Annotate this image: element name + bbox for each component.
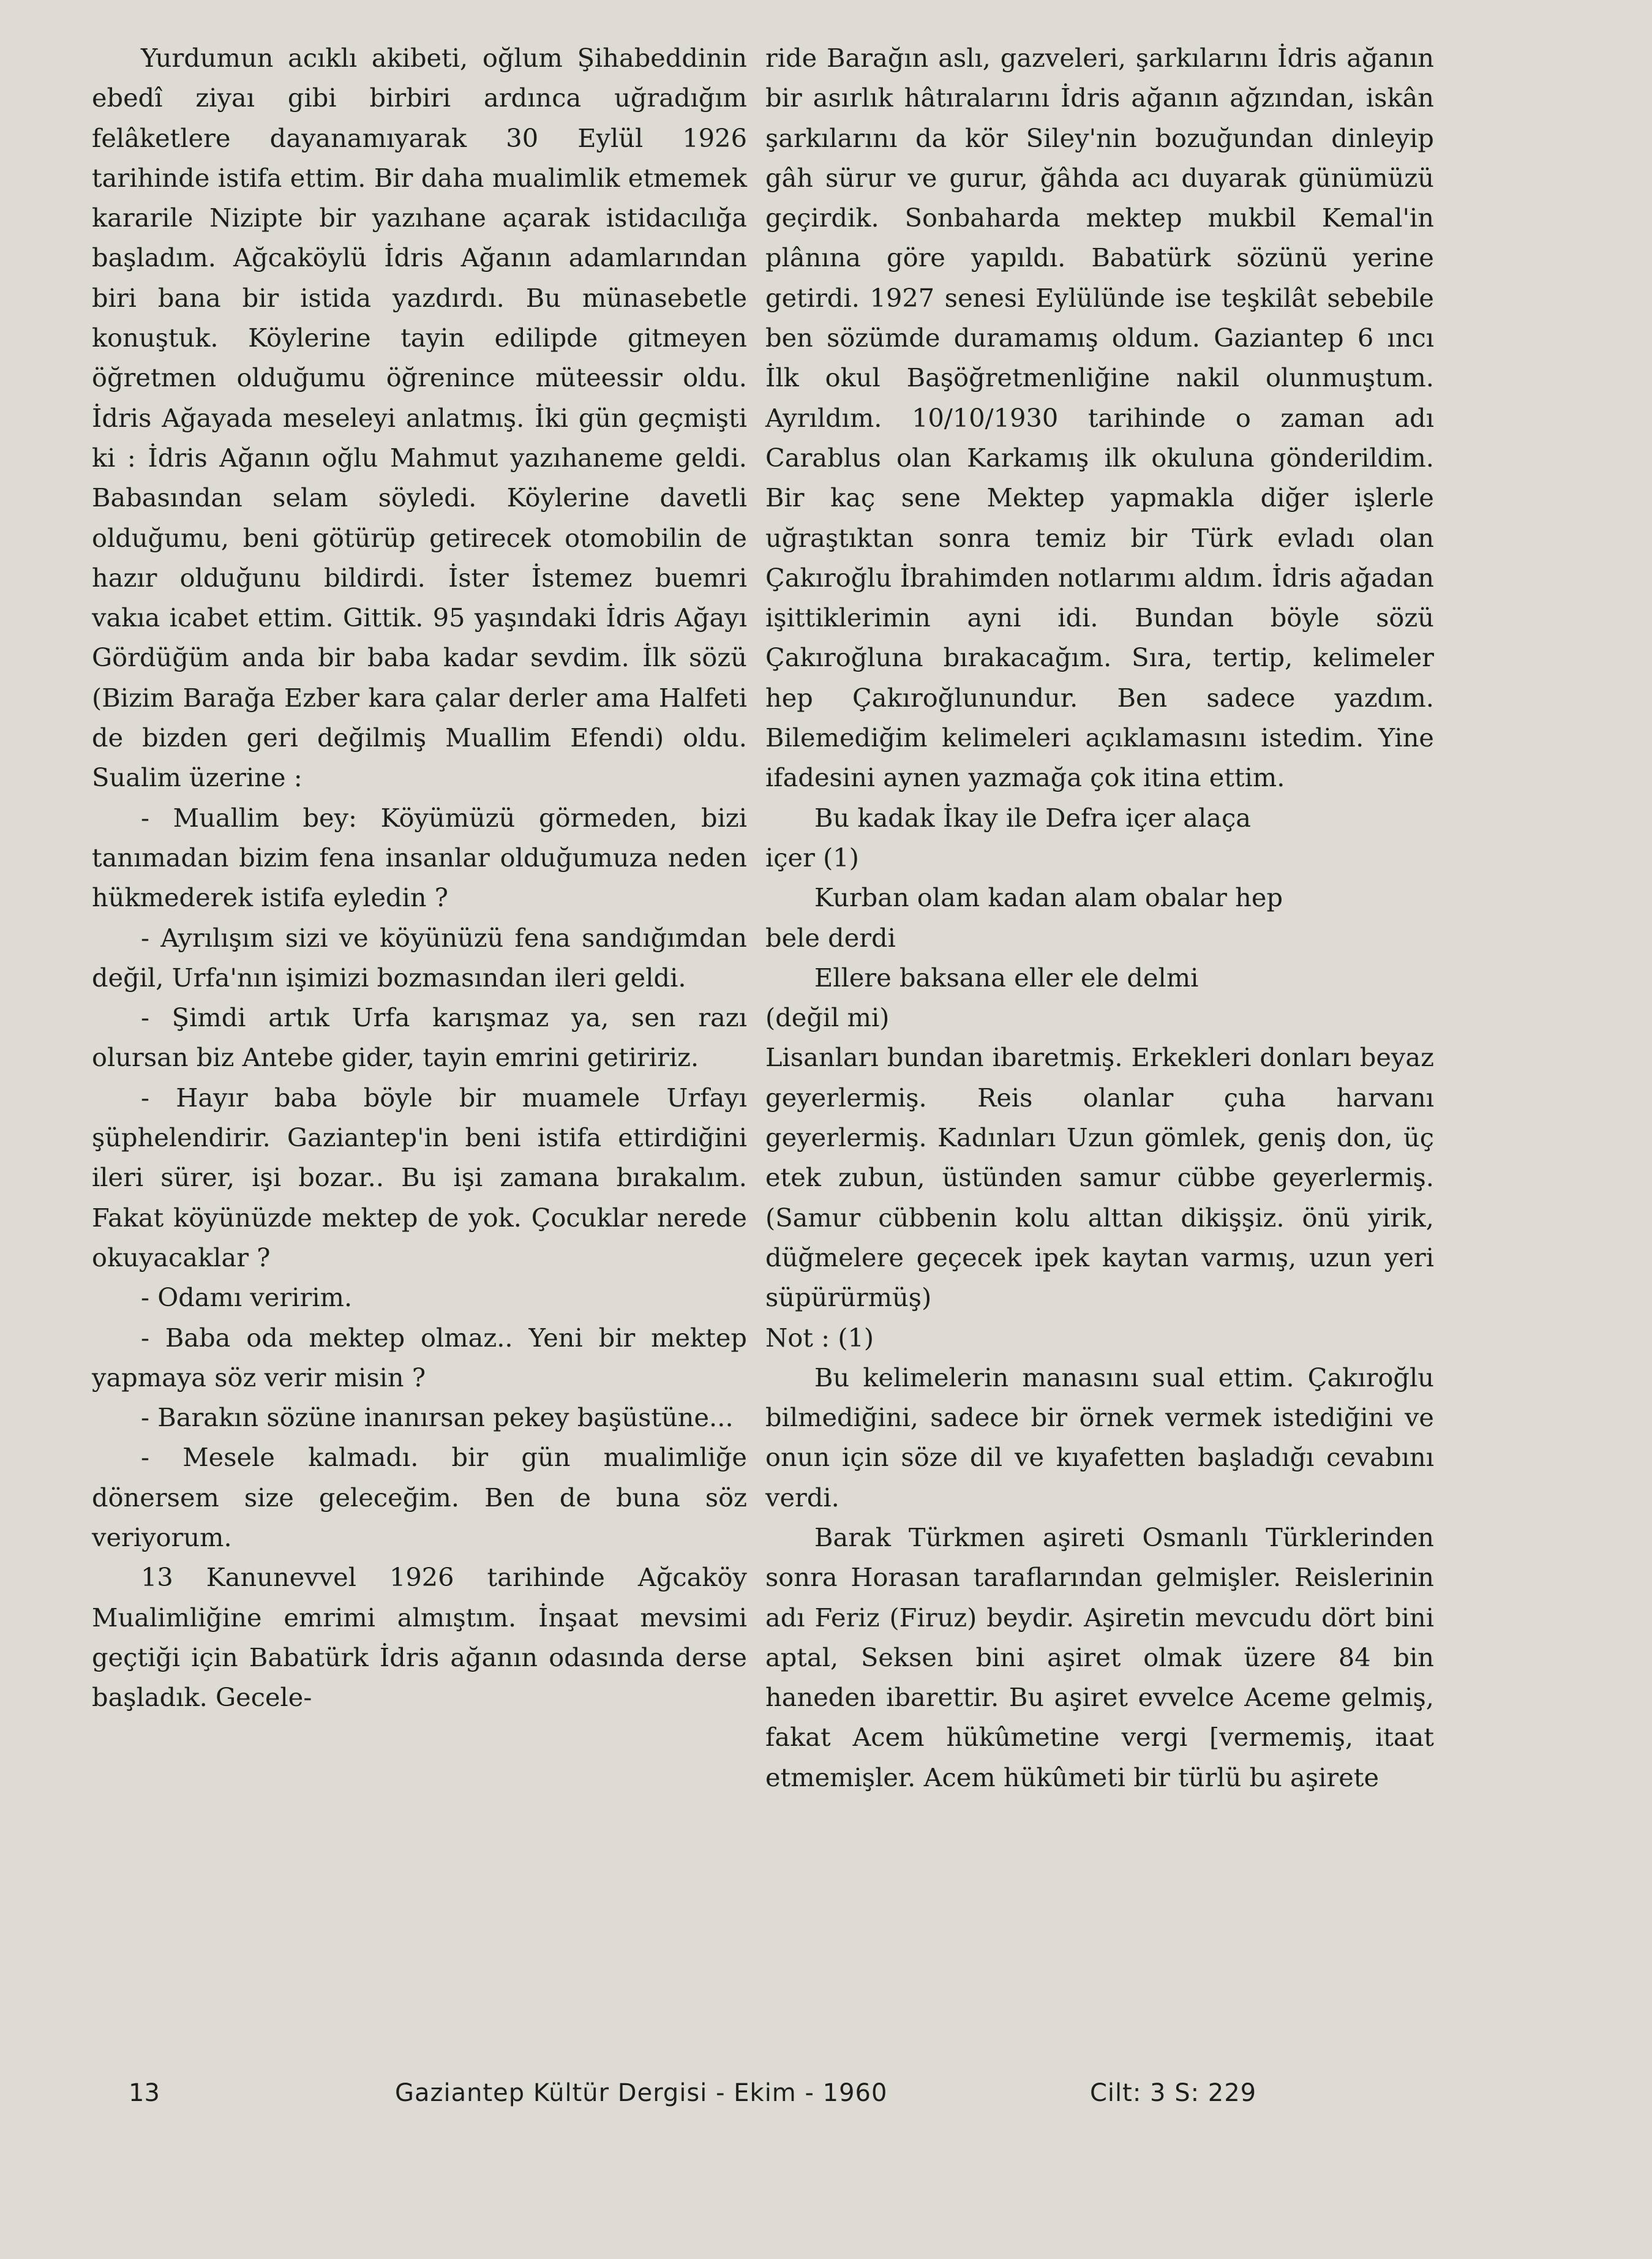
right-column	[765, 38, 1434, 1797]
dialogue-line: - Baba oda mektep olmaz.. Yeni bir mektep yapmaya söz verir misin ?	[92, 1322, 747, 1393]
verse-line-end: bele derdi	[765, 922, 896, 953]
left-column	[92, 38, 747, 1717]
note-text: Bu kelimelerin manasını sual ettim. Çakıroğlu bilmediğini, sadece bir örnek vermek istediğini ve onun için söze dil ve kıyafetten başladığı cevabını verdi.	[765, 1362, 1434, 1513]
verse-line: Kurban olam kadan alam obalar hep	[814, 882, 1283, 913]
verse-line: Ellere baksana eller ele delmi	[814, 962, 1199, 993]
dialogue-line: - Ayrılışım sizi ve köyünüzü fena sandığımdan değil, Urfa'nın işimizi bozmasından ileri geldi.	[92, 922, 747, 993]
page-footer	[92, 2075, 1434, 2111]
dialogue-line: - Muallim bey: Köyümüzü görmeden, bizi tanımadan bizim fena insanlar olduğumuza neden hükmederek istifa eyledin ?	[92, 802, 747, 913]
dialogue-line: - Odamı veririm.	[141, 1282, 353, 1313]
dialogue-line: - Hayır baba böyle bir muamele Urfayı şüphelendirir. Gaziantep'in beni istifa ettirdiğini ileri sürer, işi bozar.. Bu işi zamana bırakalım. Fakat köyünüzde mektep de yok. Çocuklar nerede okuyacaklar ?	[92, 1082, 747, 1272]
note-label: Not : (1)	[765, 1322, 874, 1353]
body-paragraph: 13 Kanunevvel 1926 tarihinde Ağcaköy Mualimliğine emrimi almıştım. İnşaat mevsimi geçtiği için Babatürk İdris ağanın odasında derse başladık. Gecele-	[92, 1562, 747, 1713]
dialogue-line: - Barakın sözüne inanırsan pekey başüstüne...	[141, 1402, 734, 1433]
dialogue-line: - Şimdi artık Urfa karışmaz ya, sen razı olursan biz Antebe gider, tayin emrini getiririz.	[92, 1002, 747, 1073]
body-paragraph: Lisanları bundan ibaretmiş. Erkekleri donları beyaz geyerlermiş. Reis olanlar çuha harvanı geyerlermiş. Kadınları Uzun gömlek, geniş don, üç etek zubun, üstünden samur cübbe geyerlermiş. (Samur cübbenin kolu alttan dikişşiz. önü yirik, düğmelere geçecek ipek kaytan varmış, uzun yeri süpürürmüş)	[765, 1042, 1434, 1313]
verse-line-end: (değil mi)	[765, 1002, 890, 1033]
page-number: 13	[129, 2079, 160, 2107]
volume-issue: Cilt: 3 S: 229	[1090, 2079, 1257, 2107]
verse-line: Bu kadak İkay ile Defra içer alaça	[814, 802, 1251, 833]
verse-block	[765, 798, 1434, 1038]
body-paragraph: Yurdumun acıklı akibeti, oğlum Şihabeddinin ebedî ziyaı gibi birbiri ardınca uğradığım felâketlere dayanamıyarak 30 Eylül 1926 tarihinde istifa ettim. Bir daha mualimlik etmemek kararile Nizipte bir yazıhane açarak istidacılığa başladım. Ağcaköylü İdris Ağanın adamlarından biri bana bir istida yazdırdı. Bu münasebetle konuştuk. Köylerine tayin edilipde gitmeyen öğretmen olduğumu öğrenince müteessir oldu. İdris Ağayada meseleyi anlatmış. İki gün geçmişti ki : İdris Ağanın oğlu Mahmut yazıhaneme geldi. Babasından selam söyledi. Köylerine davetli olduğumu, beni götürüp getirecek otomobilin de hazır olduğunu bildirdi. İster İstemez buemri vakıa icabet ettim. Gittik. 95 yaşındaki İdris Ağayı Gördüğüm anda bir baba kadar sevdim. İlk sözü (Bizim Barağa Ezber kara çalar derler ama Halfeti de bizden geri değilmiş Muallim Efendi) oldu. Sualim üzerine :	[92, 43, 747, 793]
verse-line-end: içer (1)	[765, 842, 859, 873]
body-paragraph: Barak Türkmen aşireti Osmanlı Türklerinden sonra Horasan taraflarından gelmişler. Reislerinin adı Feriz (Firuz) beydir. Aşiretin mevcudu dört bini aptal, Seksen bini aşiret olmak üzere 84 bin haneden ibarettir. Bu aşiret evvelce Aceme gelmiş, fakat Acem hükûmetine vergi [vermemiş, itaat etmemişler. Acem hükûmeti bir türlü bu aşirete	[765, 1522, 1434, 1792]
journal-title: Gaziantep Kültür Dergisi - Ekim - 1960	[395, 2079, 888, 2107]
dialogue-line: - Mesele kalmadı. bir gün mualimliğe dönersem size geleceğim. Ben de buna söz veriyorum.	[92, 1442, 747, 1552]
body-paragraph: ride Barağın aslı, gazveleri, şarkılarını İdris ağanın bir asırlık hâtıralarını İdris ağanın ağzından, iskân şarkılarını da kör Siley'nin bozuğundan dinleyip gâh sürur ve gurur, ğâhda acı duyarak günümüzü geçirdik. Sonbaharda mektep mukbil Kemal'in plânına göre yapıldı. Babatürk sözünü yerine getirdi. 1927 senesi Eylülünde ise teşkilât sebebile ben sözümde duramamış oldum. Gaziantep 6 ıncı İlk okul Başöğretmenliğine nakil olunmuştum. Ayrıldım. 10/10/1930 tarihinde o zaman adı Carablus olan Karkamış ilk okuluna gönderildim. Bir kaç sene Mektep yapmakla diğer işlerle uğraştıktan sonra temiz bir Türk evladı olan Çakıroğlu İbrahimden notlarımı aldım. İdris ağadan işittiklerimin ayni idi. Bundan böyle sözü Çakıroğluna bırakacağım. Sıra, tertip, kelimeler hep Çakıroğlunundur. Ben sadece yazdım. Bilemediğim kelimeleri açıklamasını istedim. Yine ifadesini aynen yazmağa çok itina ettim.	[765, 43, 1434, 793]
